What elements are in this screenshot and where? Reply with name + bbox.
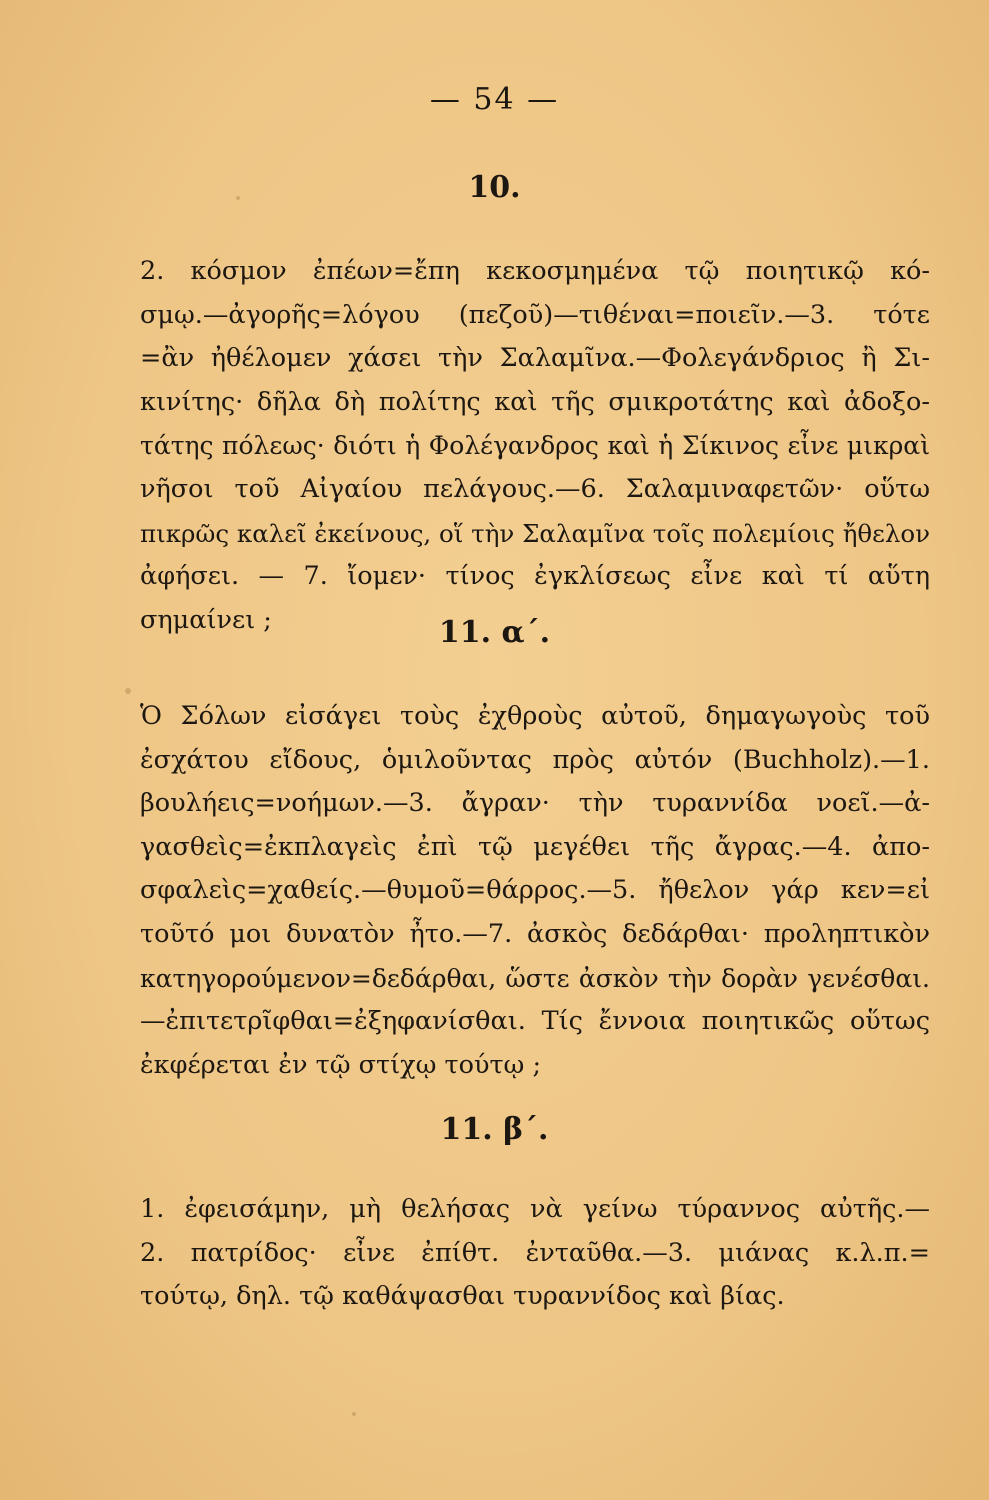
section-heading-11b: 11. β΄. <box>440 1112 549 1147</box>
paper-speck <box>236 196 240 200</box>
section-heading-11a: 11. α΄. <box>438 615 551 650</box>
text-line: γασθεὶς=ἐκπλαγεὶς ἐπὶ τῷ μεγέθει τῆς ἄγρας.—4. ἀπο- <box>140 831 930 862</box>
text-line: =ἂν ἠθέλομεν χάσει τὴν Σαλαμῖνα.—Φολεγάνδριος ἢ Σι- <box>140 343 930 374</box>
text-line: —ἐπιτετρῖφθαι=ἐξηφανίσθαι. Τίς ἔννοια ποιητικῶς οὕτως <box>140 1006 930 1037</box>
text-line: βουλήεις=νοήμων.—3. ἄγραν· τὴν τυραννίδα νοεῖ.—ἀ- <box>140 788 930 819</box>
text-line: ἐκφέρεται ἐν τῷ στίχῳ τούτῳ ; <box>140 1049 542 1080</box>
text-line: κινίτης· δῆλα δὴ πολίτης καὶ τῆς σμικροτάτης καὶ ἀδοξο- <box>140 386 930 417</box>
text-line: ἀφήσει. — 7. ἴομεν· τίνος ἐγκλίσεως εἶνε καὶ τί αὕτη <box>140 561 930 592</box>
section-heading-10: 10. <box>468 170 521 205</box>
text-line: 2. κόσμον ἐπέων=ἔπη κεκοσμημένα τῷ ποιητικῷ κό- <box>140 256 930 286</box>
paper-speck <box>352 1412 356 1416</box>
text-line: ἐσχάτου εἴδους, ὁμιλοῦντας πρὸς αὐτόν (Buchholz).—1. <box>140 744 930 775</box>
text-line: νῆσοι τοῦ Αἰγαίου πελάγους.—6. Σαλαμιναφετῶν· οὕτω <box>140 473 930 504</box>
text-line: Ὁ Σόλων εἰσάγει τοὺς ἐχθροὺς αὐτοῦ, δημαγωγοὺς τοῦ <box>140 701 930 731</box>
text-line: σμῳ.—ἀγορῆς=λόγου (πεζοῦ)—τιθέναι=ποιεῖν.—3. τότε <box>140 299 930 330</box>
text-line: 1. ἐφεισάμην, μὴ θελήσας νὰ γείνω τύραννος αὐτῆς.— <box>140 1194 930 1224</box>
text-line: σημαίνει ; <box>140 604 272 635</box>
text-line: τοῦτό μοι δυνατὸν ἦτο.—7. ἀσκὸς δεδάρθαι· προληπτικὸν <box>140 918 930 949</box>
text-line: σφαλεὶς=χαθείς.—θυμοῦ=θάρρος.—5. ἤθελον γάρ κεν=εἰ <box>140 875 930 906</box>
text-line: κατηγορούμενον=δεδάρθαι, ὥστε ἀσκὸν τὴν δορὰν γενέσθαι. <box>140 963 930 993</box>
page-number: — 54 — <box>429 82 560 117</box>
section-text-11b <box>140 1188 930 1319</box>
text-line: τάτης πόλεως· διότι ἡ Φολέγανδρος καὶ ἡ Σίκινος εἶνε μικραὶ <box>140 431 930 461</box>
section-text-11a <box>140 695 930 1087</box>
text-line: 2. πατρίδος· εἶνε ἐπίθτ. ἐνταῦθα.—3. μιάνας κ.λ.π.= <box>140 1237 930 1268</box>
paper-speck <box>125 688 131 694</box>
section-text-10 <box>140 250 930 642</box>
text-line: τούτῳ, δηλ. τῷ καθάψασθαι τυραννίδος καὶ βίας. <box>140 1281 785 1312</box>
text-line: πικρῶς καλεῖ ἐκείνους, οἵ τὴν Σαλαμῖνα τοῖς πολεμίοις ἤθελον <box>140 518 930 548</box>
